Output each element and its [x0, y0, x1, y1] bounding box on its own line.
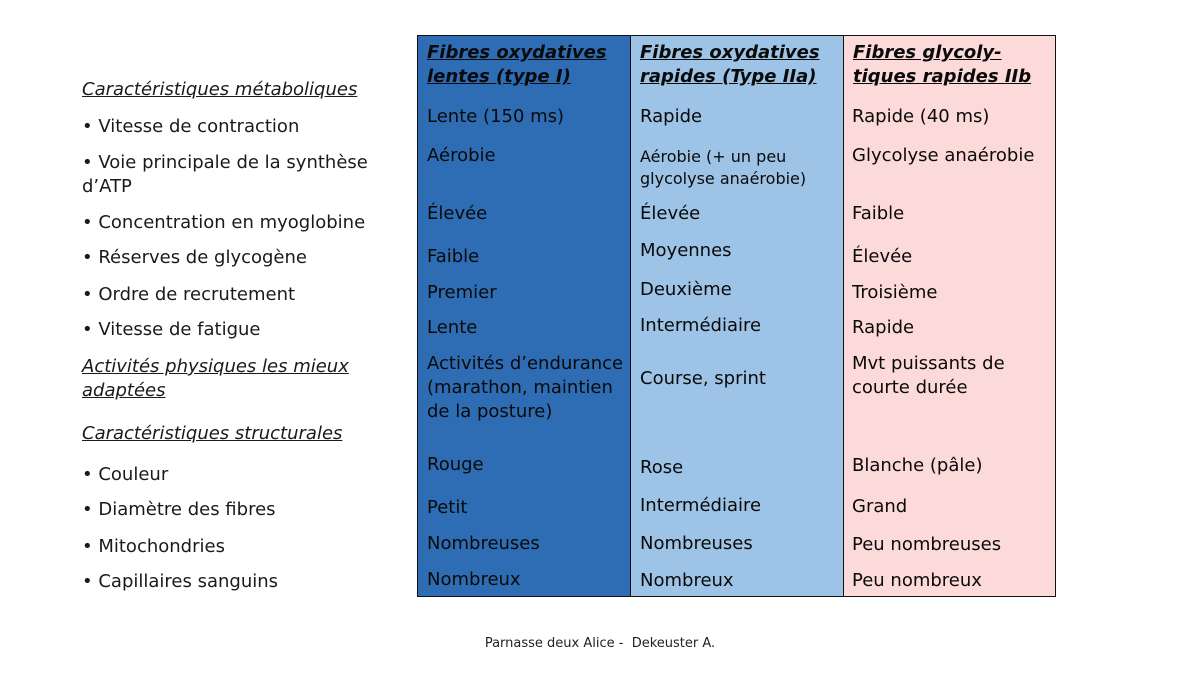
header-type-iia-line2: rapides (Type IIa) [640, 66, 817, 87]
cell-type-iib-capillaries: Peu nombreux [852, 570, 982, 591]
cell-type-i-contraction: Lente (150 ms) [427, 106, 565, 127]
cell-type-iib-fatigue: Rapide [852, 317, 915, 338]
header-type-iib-line1: Fibres glycoly- [853, 42, 1002, 63]
cell-type-iia-mitochondria: Nombreuses [640, 533, 753, 554]
cell-type-i-activities-1: Activités d’endurance [427, 353, 624, 374]
cell-type-iia-color: Rose [640, 457, 684, 478]
cell-type-i-activities-3: de la posture) [427, 401, 553, 422]
section-metabolic: Caractéristiques métaboliques [82, 79, 358, 100]
cell-type-iia-diameter: Intermédiaire [640, 495, 762, 516]
label-contraction-speed: • Vitesse de contraction [82, 115, 299, 139]
cell-type-iib-contraction: Rapide (40 ms) [852, 106, 990, 127]
label-diameter: • Diamètre des fibres [82, 498, 276, 522]
cell-type-iia-atp-2: glycolyse anaérobie) [640, 169, 807, 188]
footer-credit: Parnasse deux Alice - Dekeuster A. [484, 636, 716, 651]
cell-type-iib-myoglobin: Faible [852, 203, 905, 224]
label-recruitment: • Ordre de recrutement [82, 283, 295, 307]
label-glycogen: • Réserves de glycogène [82, 246, 307, 270]
cell-type-iia-myoglobin: Élevée [640, 203, 701, 224]
cell-type-iia-activities: Course, sprint [640, 368, 766, 389]
cell-type-iib-activities-2: courte durée [852, 377, 968, 398]
cell-type-iia-recruitment: Deuxième [640, 279, 732, 300]
cell-type-i-capillaries: Nombreux [427, 569, 521, 590]
cell-type-iia-atp-1: Aérobie (+ un peu [640, 147, 787, 166]
cell-type-i-glycogen: Faible [427, 246, 480, 267]
cell-type-i-color: Rouge [427, 454, 484, 475]
cell-type-iia-contraction: Rapide [640, 106, 703, 127]
header-type-iia-line1: Fibres oxydatives [640, 42, 820, 63]
header-type-i-line1: Fibres oxydatives [427, 42, 607, 63]
column-type-iia [630, 35, 844, 597]
label-color: • Couleur [82, 463, 168, 487]
column-type-iib [843, 35, 1056, 597]
label-atp-pathway: • Voie principale de la synthèse [82, 151, 368, 175]
section-activities-cont: adaptées [82, 380, 166, 401]
header-type-iib-line2: tiques rapides IIb [853, 66, 1032, 87]
cell-type-iib-mitochondria: Peu nombreuses [852, 534, 1002, 555]
cell-type-i-recruitment: Premier [427, 282, 497, 303]
cell-type-i-atp: Aérobie [427, 145, 496, 166]
cell-type-iib-glycogen: Élevée [852, 246, 913, 267]
cell-type-iib-color: Blanche (pâle) [852, 455, 983, 476]
label-myoglobin: • Concentration en myoglobine [82, 211, 365, 235]
cell-type-i-mitochondria: Nombreuses [427, 533, 540, 554]
cell-type-iia-capillaries: Nombreux [640, 570, 734, 591]
cell-type-iib-atp: Glycolyse anaérobie [852, 145, 1035, 166]
cell-type-i-activities-2: (marathon, maintien [427, 377, 613, 398]
cell-type-iib-diameter: Grand [852, 496, 908, 517]
cell-type-i-diameter: Petit [427, 497, 468, 518]
cell-type-i-fatigue: Lente [427, 317, 478, 338]
section-activities: Activités physiques les mieux [82, 356, 349, 377]
cell-type-iia-glycogen: Moyennes [640, 240, 732, 261]
label-fatigue: • Vitesse de fatigue [82, 318, 261, 342]
header-type-i-line2: lentes (type I) [427, 66, 571, 87]
cell-type-iib-recruitment: Troisième [852, 282, 938, 303]
label-capillaries: • Capillaires sanguins [82, 570, 278, 594]
section-structural: Caractéristiques structurales [82, 423, 343, 444]
cell-type-iib-activities-1: Mvt puissants de [852, 353, 1005, 374]
label-mitochondria: • Mitochondries [82, 535, 225, 559]
label-atp-pathway-cont: d’ATP [82, 176, 132, 197]
column-type-i [417, 35, 631, 597]
cell-type-iia-fatigue: Intermédiaire [640, 315, 762, 336]
cell-type-i-myoglobin: Élevée [427, 203, 488, 224]
